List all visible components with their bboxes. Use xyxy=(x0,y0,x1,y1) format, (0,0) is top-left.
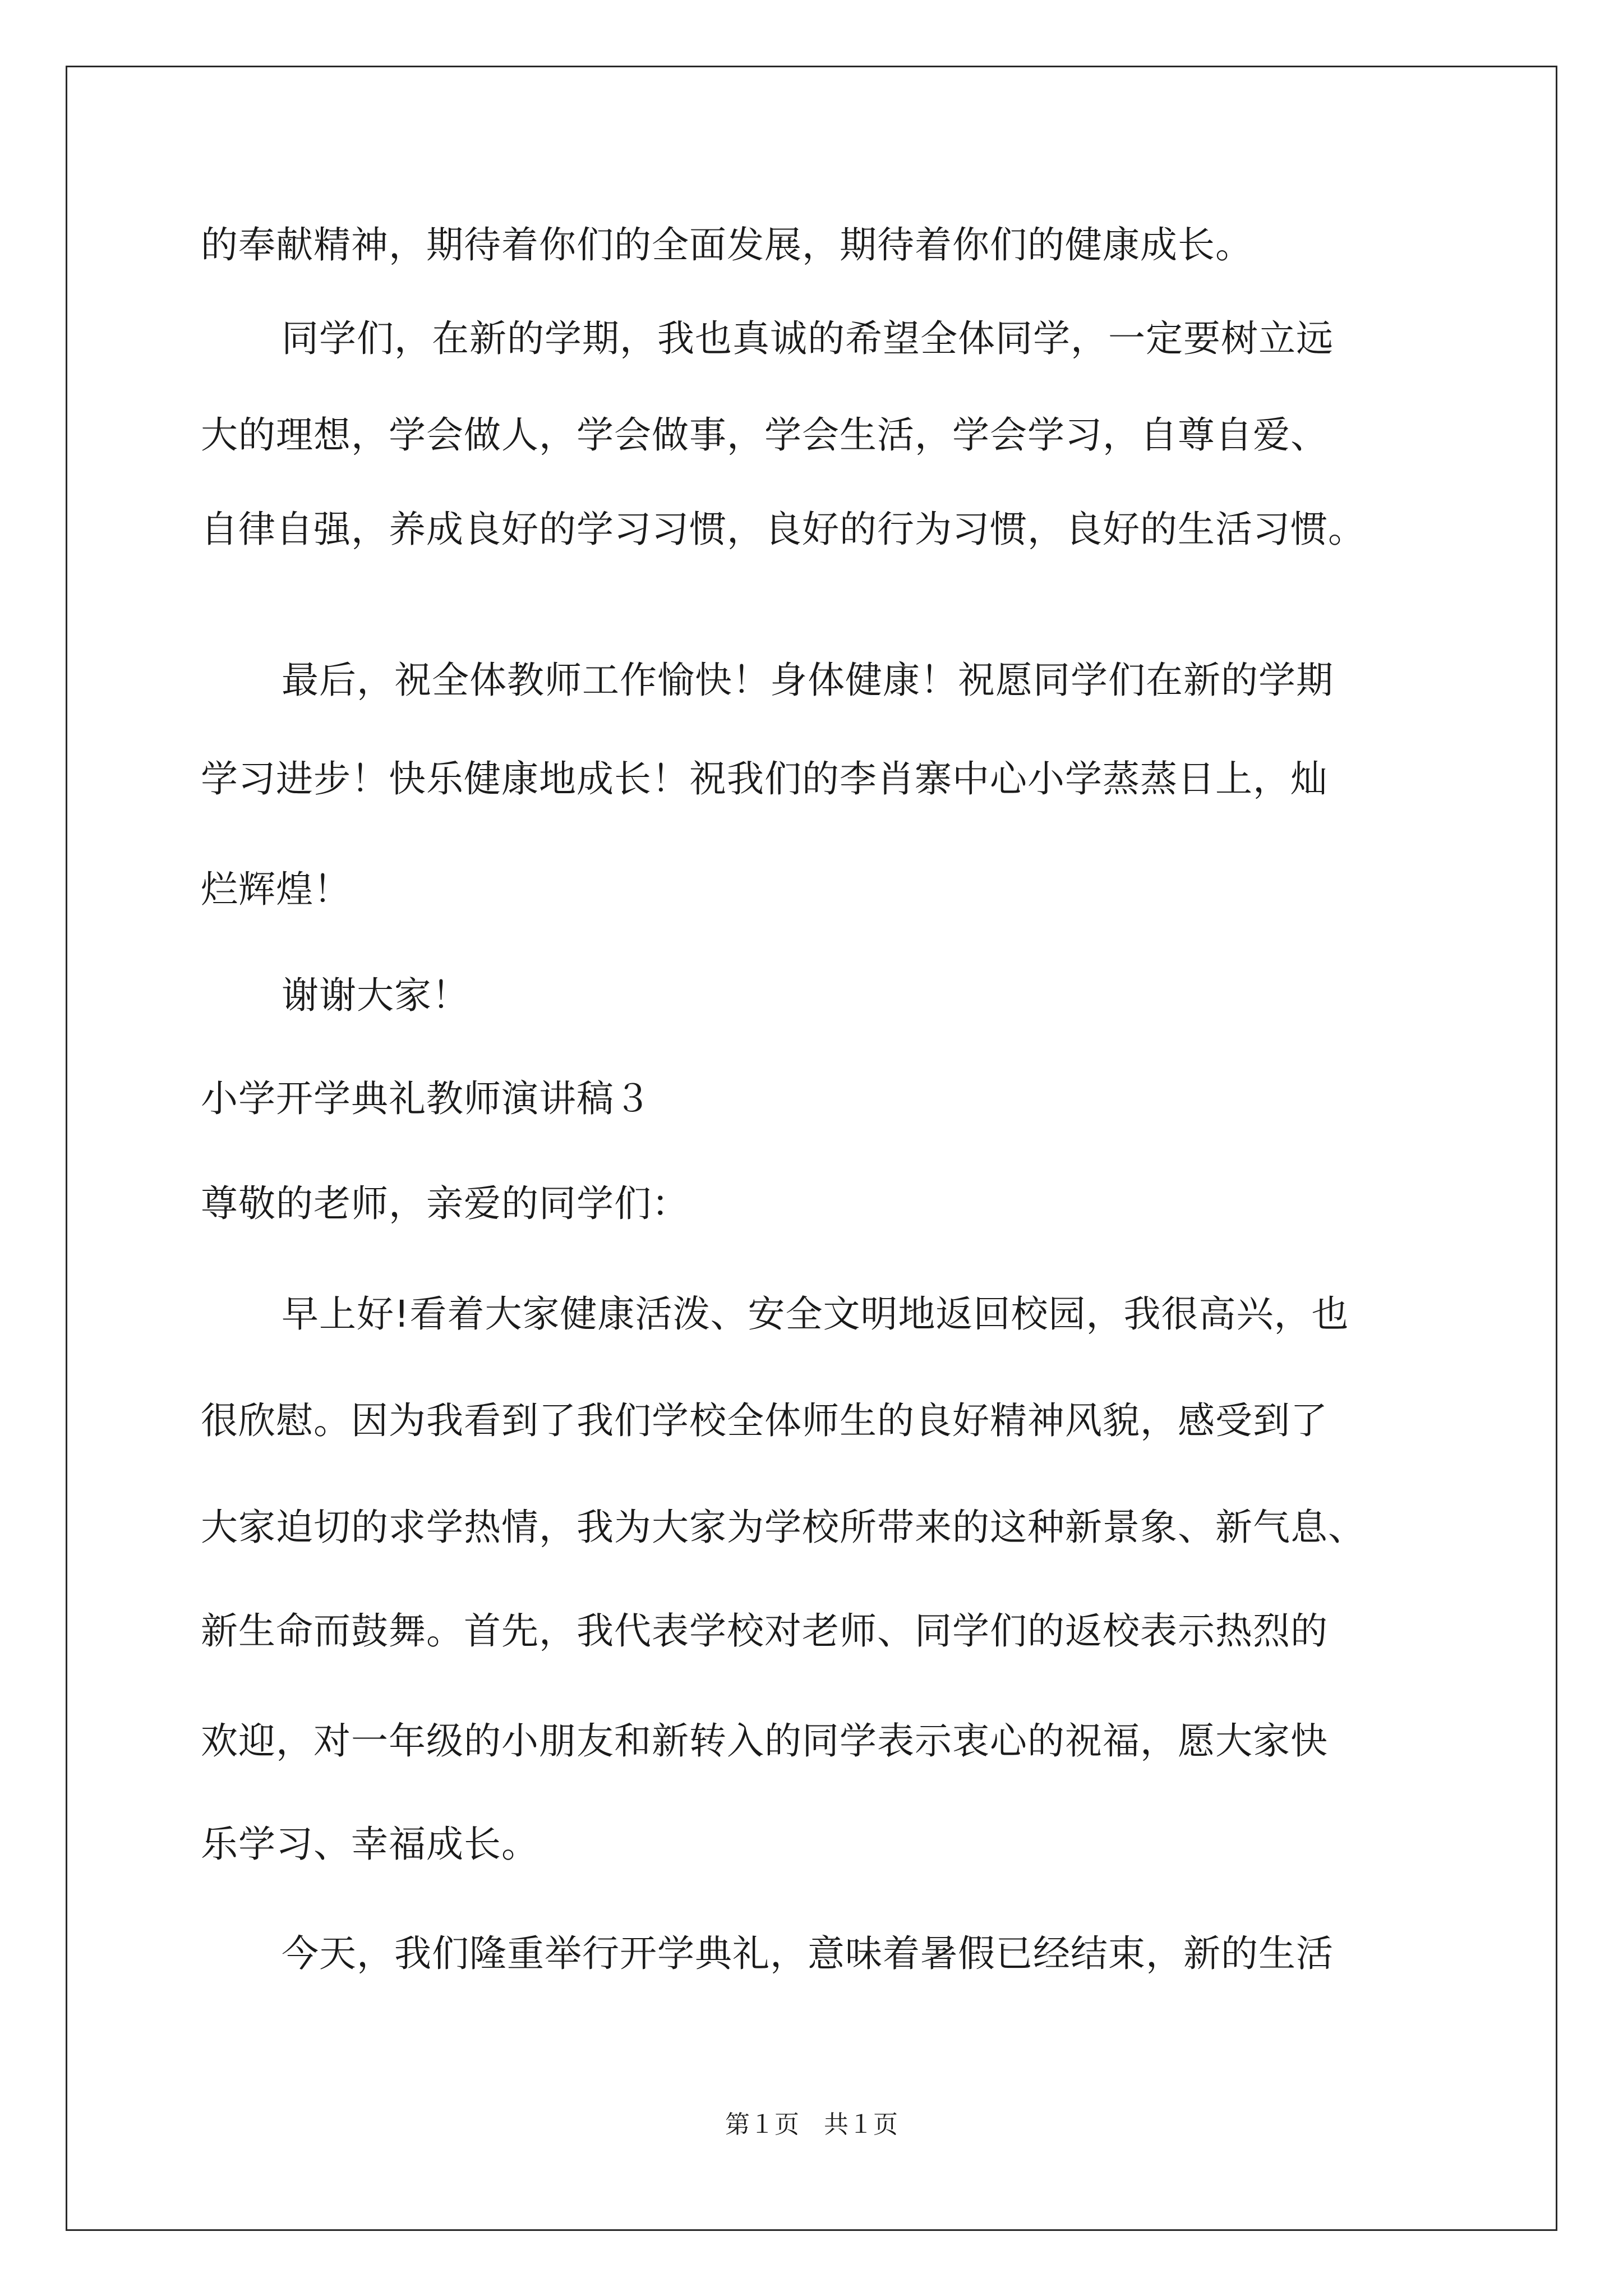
page-border xyxy=(66,66,1557,2231)
body-line: 大的理想，学会做人，学会做事，学会生活，学会学习，自尊自爱、 xyxy=(201,413,1328,457)
body-line: 欢迎，对一年级的小朋友和新转入的同学表示衷心的祝福，愿大家快 xyxy=(201,1719,1328,1763)
body-line: 最后，祝全体教师工作愉快！身体健康！祝愿同学们在新的学期 xyxy=(282,659,1334,702)
page-footer: 第１页 共１页 xyxy=(725,2110,898,2139)
body-line: 烂辉煌！ xyxy=(201,868,351,911)
body-line: 今天，我们隆重举行开学典礼，意味着暑假已经结束，新的生活 xyxy=(282,1932,1334,1975)
body-line: 学习进步！快乐健康地成长！祝我们的李肖寨中心小学蒸蒸日上，灿 xyxy=(201,757,1328,800)
body-line: 乐学习、幸福成长。 xyxy=(201,1823,539,1866)
body-line: 同学们，在新的学期，我也真诚的希望全体同学，一定要树立远 xyxy=(282,317,1334,360)
body-line: 很欣慰。因为我看到了我们学校全体师生的良好精神风貌，感受到了 xyxy=(201,1399,1328,1442)
body-line: 早上好!看着大家健康活泼、安全文明地返回校园，我很高兴，也 xyxy=(282,1292,1349,1336)
body-line: 谢谢大家！ xyxy=(282,974,469,1017)
body-line: 自律自强，养成良好的学习习惯，良好的行为习惯，良好的生活习惯。 xyxy=(201,508,1366,551)
body-line: 大家迫切的求学热情，我为大家为学校所带来的这种新景象、新气息、 xyxy=(201,1506,1366,1549)
body-line: 新生命而鼓舞。首先，我代表学校对老师、同学们的返校表示热烈的 xyxy=(201,1609,1328,1653)
section-heading: 小学开学典礼教师演讲稿３ xyxy=(201,1077,652,1120)
salutation: 尊敬的老师，亲爱的同学们： xyxy=(201,1182,689,1225)
body-line: 的奉献精神，期待着你们的全面发展，期待着你们的健康成长。 xyxy=(201,223,1253,266)
